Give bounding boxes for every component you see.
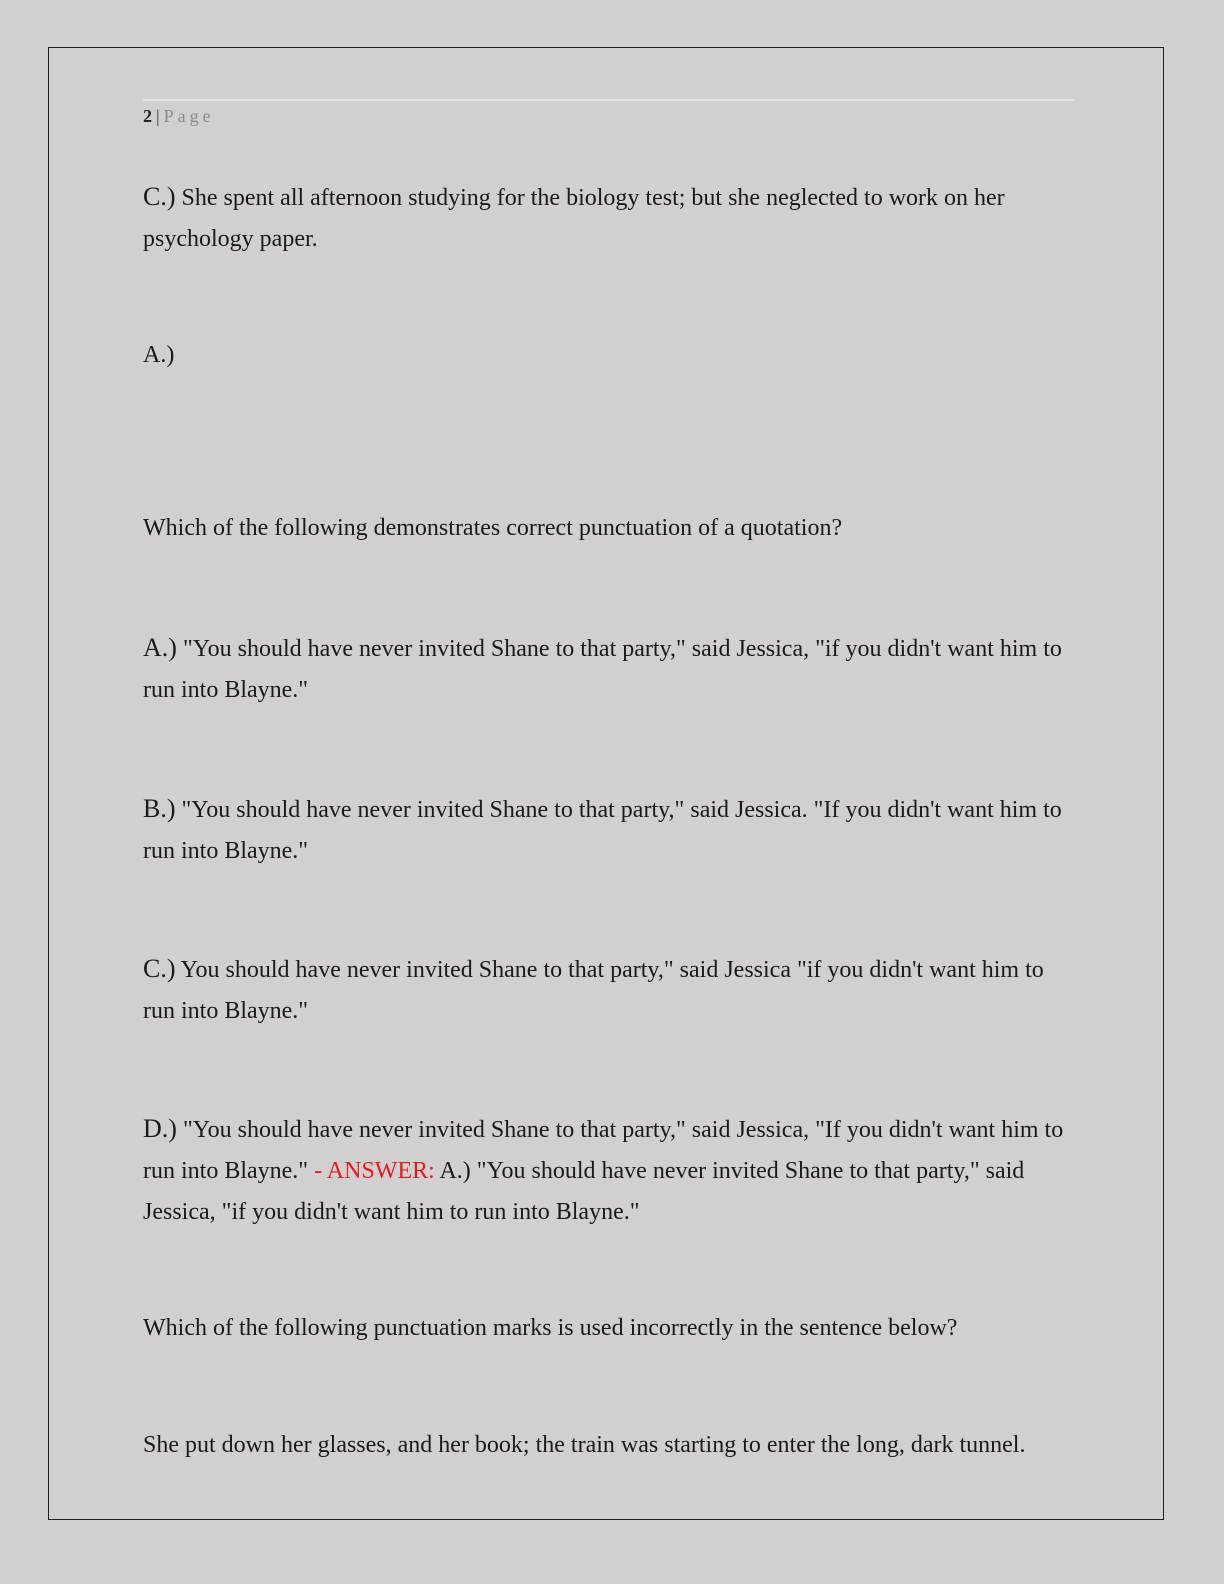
option-label: B.) xyxy=(143,794,176,823)
option-text: You should have never invited Shane to that party," said Jessica "if you didn't want him to run into Blayne." xyxy=(143,957,1044,1024)
option-text: "You should have never invited Shane to that party," said Jessica, "if you didn't want him to run into Blayne." xyxy=(143,636,1062,703)
previous-answer-a xyxy=(143,335,1078,376)
answer-marker: - ANSWER: xyxy=(314,1158,435,1184)
option-label: D.) xyxy=(143,1114,177,1143)
option-text: "You should have never invited Shane to that party," said Jessica, "If you didn't want him to run into Blayne." xyxy=(143,1117,1064,1184)
question-text: Which of the following demonstrates correct punctuation of a quotation? xyxy=(143,515,843,541)
answer-text: A.) "You should have never invited Shane to that party," said Jessica, "if you didn't want him to run into Blayne." xyxy=(143,1158,1025,1225)
question-2-sentence xyxy=(143,1425,1078,1466)
question-text: Which of the following punctuation marks is used incorrectly in the sentence below? xyxy=(143,1315,958,1341)
page-separator: | xyxy=(156,106,161,126)
question-1-option-c xyxy=(143,948,1078,1032)
sentence-text: She put down her glasses, and her book; the train was starting to enter the long, dark tunnel. xyxy=(143,1432,1026,1458)
previous-option-c xyxy=(143,176,1078,260)
question-1-option-b xyxy=(143,788,1078,872)
question-1 xyxy=(143,508,1078,549)
page-word: Page xyxy=(163,106,215,126)
header-rule xyxy=(143,99,1075,101)
option-text: "You should have never invited Shane to that party," said Jessica. "If you didn't want him to run into Blayne." xyxy=(143,797,1062,864)
page-frame xyxy=(48,47,1164,1520)
page-number: 2 xyxy=(143,106,153,126)
option-label: C.) xyxy=(143,182,176,211)
option-label: A.) xyxy=(143,633,177,662)
question-1-option-a xyxy=(143,627,1078,711)
question-1-option-d xyxy=(143,1108,1078,1233)
option-label: C.) xyxy=(143,954,176,983)
question-2 xyxy=(143,1308,1078,1349)
option-text: She spent all afternoon studying for the biology test; but she neglected to work on her psychology paper. xyxy=(143,185,1005,252)
page-number-header xyxy=(143,106,215,127)
option-label: A.) xyxy=(143,342,175,368)
